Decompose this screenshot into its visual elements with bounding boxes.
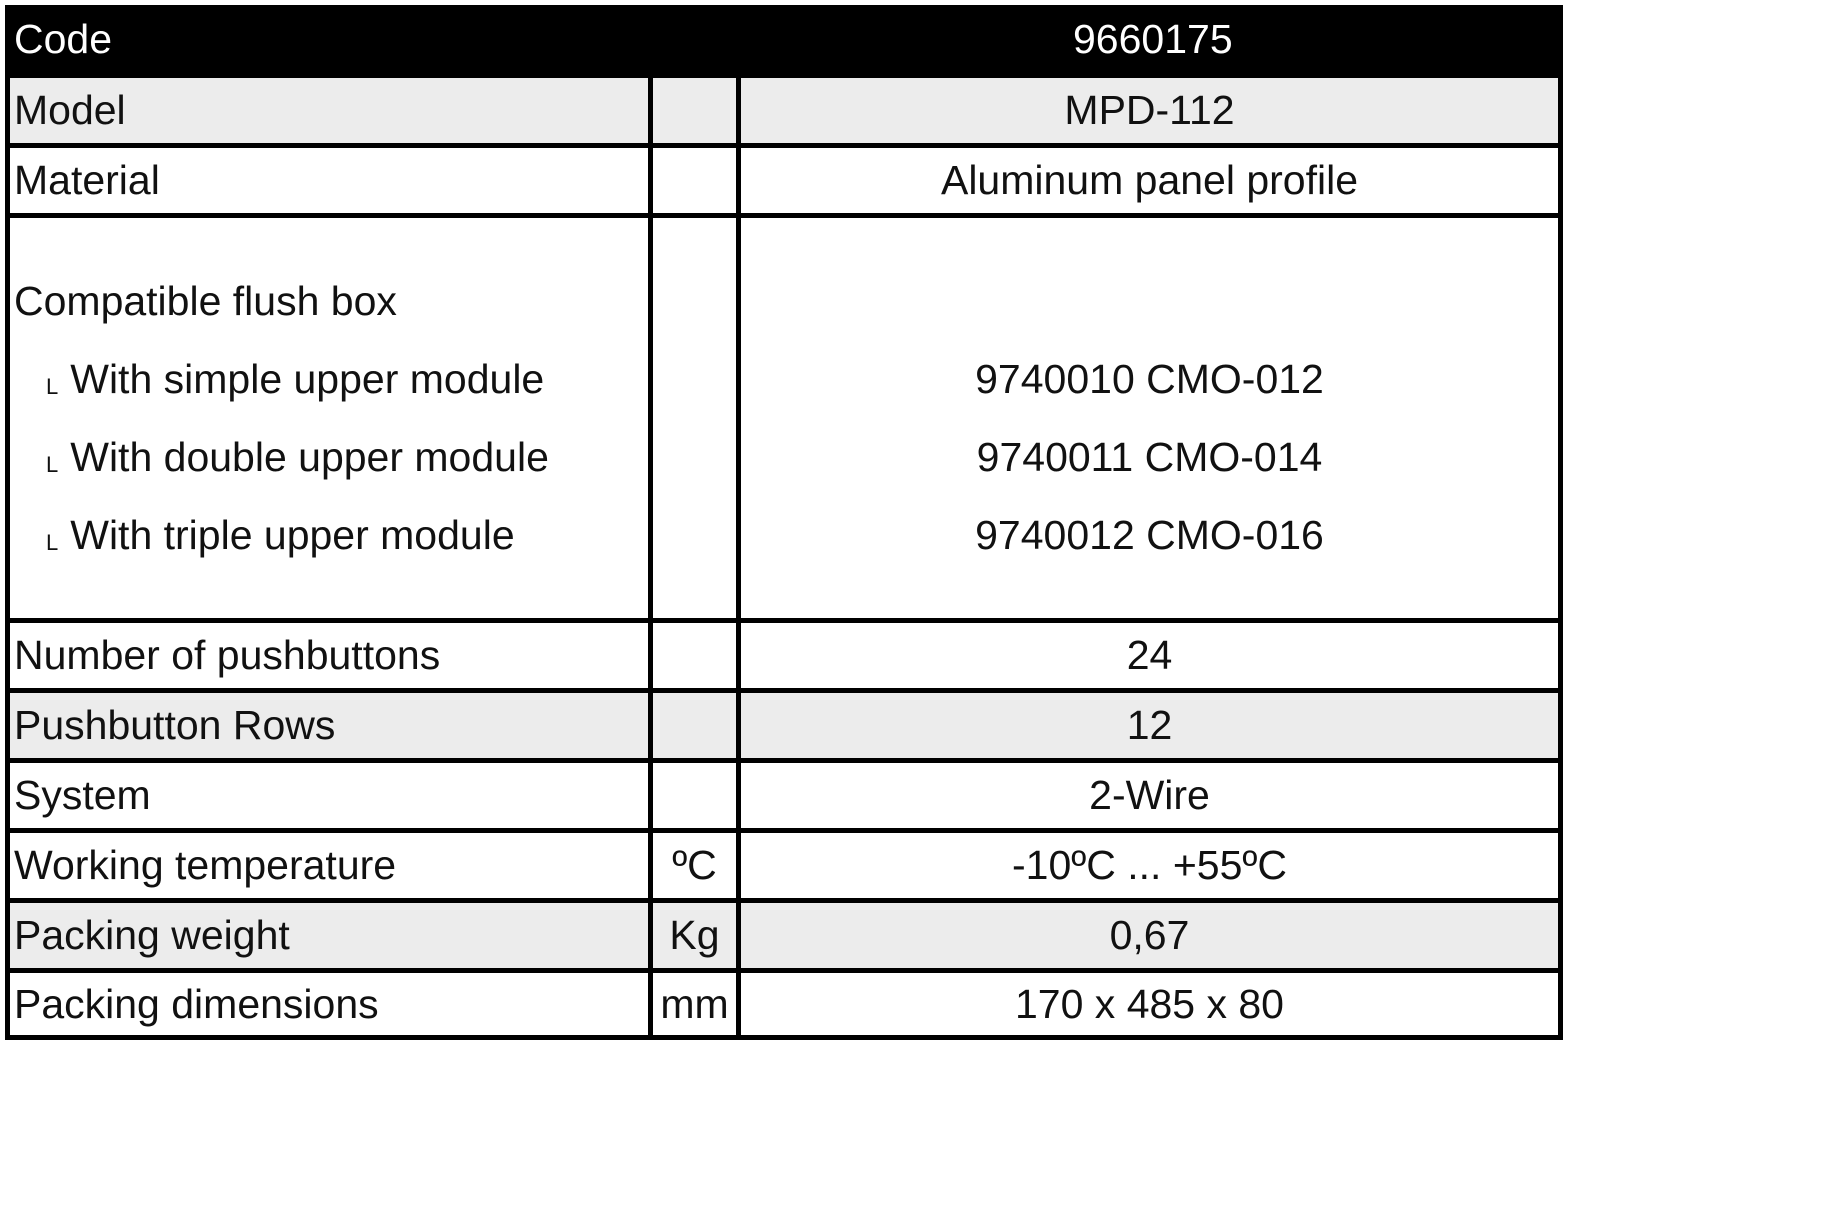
- compat-item-label: With simple upper module: [70, 355, 545, 402]
- row-value: Aluminum panel profile: [940, 157, 1359, 203]
- compat-item-value: 9740010 CMO-012: [975, 355, 1324, 402]
- row-unit: mm: [653, 973, 741, 1035]
- header-code-value: 9660175: [1073, 15, 1233, 62]
- row-label: Pushbutton Rows: [10, 693, 653, 758]
- compat-item-double: [14, 418, 549, 496]
- table-row-compatible-flush-box: [5, 218, 1563, 623]
- row-value: 2-Wire: [1089, 772, 1210, 818]
- row-unit: Kg: [653, 903, 741, 968]
- compat-item-triple: [14, 496, 515, 574]
- compat-labels: [10, 218, 653, 618]
- sub-item-mark: L: [46, 374, 59, 399]
- compat-item-label: With triple upper module: [70, 511, 515, 558]
- spec-table: [5, 5, 1563, 1040]
- row-label: Number of pushbuttons: [10, 623, 653, 688]
- table-row-material: [5, 148, 1563, 218]
- row-unit: [653, 623, 741, 688]
- row-unit: ºC: [653, 833, 741, 898]
- row-label: Material: [10, 148, 653, 213]
- row-label: Model: [10, 78, 653, 143]
- row-value: 12: [1126, 702, 1173, 748]
- row-label: Packing weight: [10, 903, 653, 968]
- row-value: 170 x 485 x 80: [1015, 980, 1284, 1027]
- table-row-system: [5, 763, 1563, 833]
- compat-item-value: 9740012 CMO-016: [975, 511, 1324, 558]
- row-value: MPD-112: [1064, 87, 1235, 133]
- row-value: 24: [1126, 632, 1173, 678]
- compat-item-value: 9740011 CMO-014: [976, 433, 1323, 480]
- row-unit: [653, 148, 741, 213]
- row-label: System: [10, 763, 653, 828]
- header-label: Code: [14, 15, 113, 62]
- sub-item-mark: L: [46, 452, 59, 477]
- compat-item-label: With double upper module: [70, 433, 549, 480]
- row-unit: [653, 763, 741, 828]
- table-row-number-of-pushbuttons: [5, 623, 1563, 693]
- compat-item-simple: [14, 340, 544, 418]
- row-unit: [653, 78, 741, 143]
- row-value: 0,67: [1109, 912, 1190, 958]
- header-row: [5, 5, 1563, 78]
- row-unit: [653, 693, 741, 758]
- table-row-packing-dimensions: [5, 973, 1563, 1040]
- row-label: Working temperature: [10, 833, 653, 898]
- row-label: Packing dimensions: [10, 973, 653, 1035]
- row-value: -10ºC ... +55ºC: [1012, 842, 1287, 888]
- table-row-pushbutton-rows: [5, 693, 1563, 763]
- sub-item-mark: L: [46, 530, 59, 555]
- table-row-model: [5, 78, 1563, 148]
- table-row-packing-weight: [5, 903, 1563, 973]
- compat-unit: [653, 218, 741, 618]
- table-row-working-temperature: [5, 833, 1563, 903]
- compat-values: [741, 218, 1558, 618]
- compat-title: Compatible flush box: [14, 277, 397, 324]
